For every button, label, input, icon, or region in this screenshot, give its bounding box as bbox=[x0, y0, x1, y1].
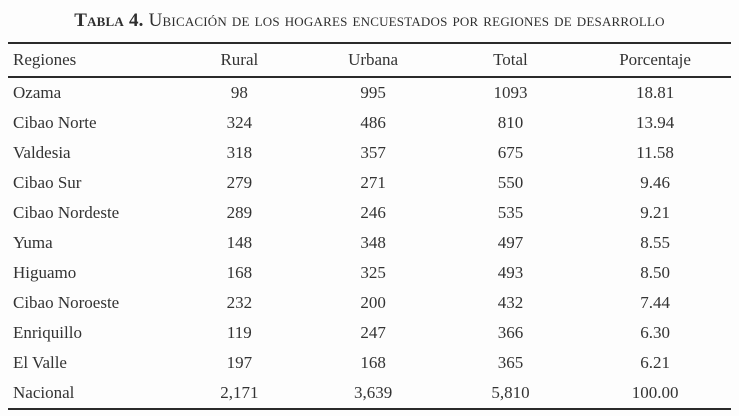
region-cell: El Valle bbox=[13, 353, 67, 372]
table-caption-label: Tabla 4. bbox=[74, 10, 144, 31]
region-cell: Nacional bbox=[13, 383, 75, 402]
column-header-total: Total bbox=[442, 43, 579, 77]
column-header-rural: Rural bbox=[174, 43, 304, 77]
region-cell: Cibao Noroeste bbox=[13, 293, 120, 312]
table-row bbox=[8, 198, 731, 228]
table-row bbox=[8, 228, 731, 258]
value-cell: 168 bbox=[226, 263, 253, 282]
table-caption-text: Ubicación de los hogares encuestados por regiones de desarrollo bbox=[148, 10, 665, 31]
region-cell: Cibao Norte bbox=[13, 113, 97, 132]
table-row bbox=[8, 168, 731, 198]
value-cell: 318 bbox=[226, 143, 253, 162]
region-cell: Higuamo bbox=[13, 263, 77, 282]
value-cell: 98 bbox=[230, 83, 248, 102]
value-cell: 2,171 bbox=[220, 383, 259, 402]
value-cell: 200 bbox=[360, 293, 386, 312]
value-cell: 493 bbox=[497, 263, 524, 282]
region-cell: Cibao Nordeste bbox=[13, 203, 120, 222]
value-cell: 232 bbox=[226, 293, 253, 312]
table-row bbox=[8, 108, 731, 138]
column-header-urbana: Urbana bbox=[304, 43, 441, 77]
value-cell: 5,810 bbox=[491, 383, 530, 402]
table-header-row bbox=[8, 43, 731, 77]
value-cell: 100.00 bbox=[631, 383, 679, 402]
value-cell: 148 bbox=[226, 233, 253, 252]
value-cell: 246 bbox=[360, 203, 386, 222]
value-cell: 11.58 bbox=[636, 143, 674, 162]
value-cell: 365 bbox=[497, 353, 524, 372]
value-cell: 279 bbox=[226, 173, 253, 192]
value-cell: 168 bbox=[360, 353, 386, 372]
value-cell: 8.50 bbox=[640, 263, 670, 282]
value-cell: 119 bbox=[226, 323, 252, 342]
value-cell: 271 bbox=[360, 173, 386, 192]
value-cell: 1093 bbox=[493, 83, 528, 102]
value-cell: 197 bbox=[226, 353, 253, 372]
value-cell: 6.30 bbox=[640, 323, 670, 342]
region-cell: Valdesia bbox=[13, 143, 71, 162]
column-header-regiones: Regiones bbox=[8, 43, 174, 77]
table-row bbox=[8, 288, 731, 318]
value-cell: 13.94 bbox=[635, 113, 675, 132]
value-cell: 8.55 bbox=[640, 233, 670, 252]
column-header-porcentaje: Porcentaje bbox=[579, 43, 731, 77]
value-cell: 675 bbox=[497, 143, 524, 162]
table-row bbox=[8, 318, 731, 348]
value-cell: 432 bbox=[497, 293, 524, 312]
value-cell: 7.44 bbox=[640, 293, 670, 312]
value-cell: 357 bbox=[360, 143, 386, 162]
value-cell: 810 bbox=[497, 113, 524, 132]
value-cell: 3,639 bbox=[353, 383, 393, 402]
table-row bbox=[8, 348, 731, 378]
table-body bbox=[8, 77, 731, 409]
households-by-region-table bbox=[8, 42, 731, 410]
region-cell: Cibao Sur bbox=[13, 173, 82, 192]
value-cell: 9.21 bbox=[640, 203, 670, 222]
value-cell: 995 bbox=[360, 83, 386, 102]
value-cell: 550 bbox=[497, 173, 524, 192]
table-row bbox=[8, 138, 731, 168]
value-cell: 324 bbox=[226, 113, 253, 132]
table-row bbox=[8, 378, 731, 409]
region-cell: Yuma bbox=[13, 233, 53, 252]
value-cell: 9.46 bbox=[640, 173, 670, 192]
table-header bbox=[8, 43, 731, 77]
region-cell: Ozama bbox=[13, 83, 62, 102]
value-cell: 366 bbox=[497, 323, 524, 342]
value-cell: 289 bbox=[226, 203, 253, 222]
table-row bbox=[8, 77, 731, 108]
table-row bbox=[8, 258, 731, 288]
region-cell: Enriquillo bbox=[13, 323, 82, 342]
value-cell: 497 bbox=[497, 233, 524, 252]
value-cell: 247 bbox=[360, 323, 386, 342]
value-cell: 535 bbox=[497, 203, 524, 222]
value-cell: 18.81 bbox=[635, 83, 675, 102]
value-cell: 348 bbox=[360, 233, 386, 252]
table-caption bbox=[0, 0, 739, 33]
value-cell: 325 bbox=[360, 263, 386, 282]
value-cell: 486 bbox=[360, 113, 386, 132]
value-cell: 6.21 bbox=[640, 353, 670, 372]
